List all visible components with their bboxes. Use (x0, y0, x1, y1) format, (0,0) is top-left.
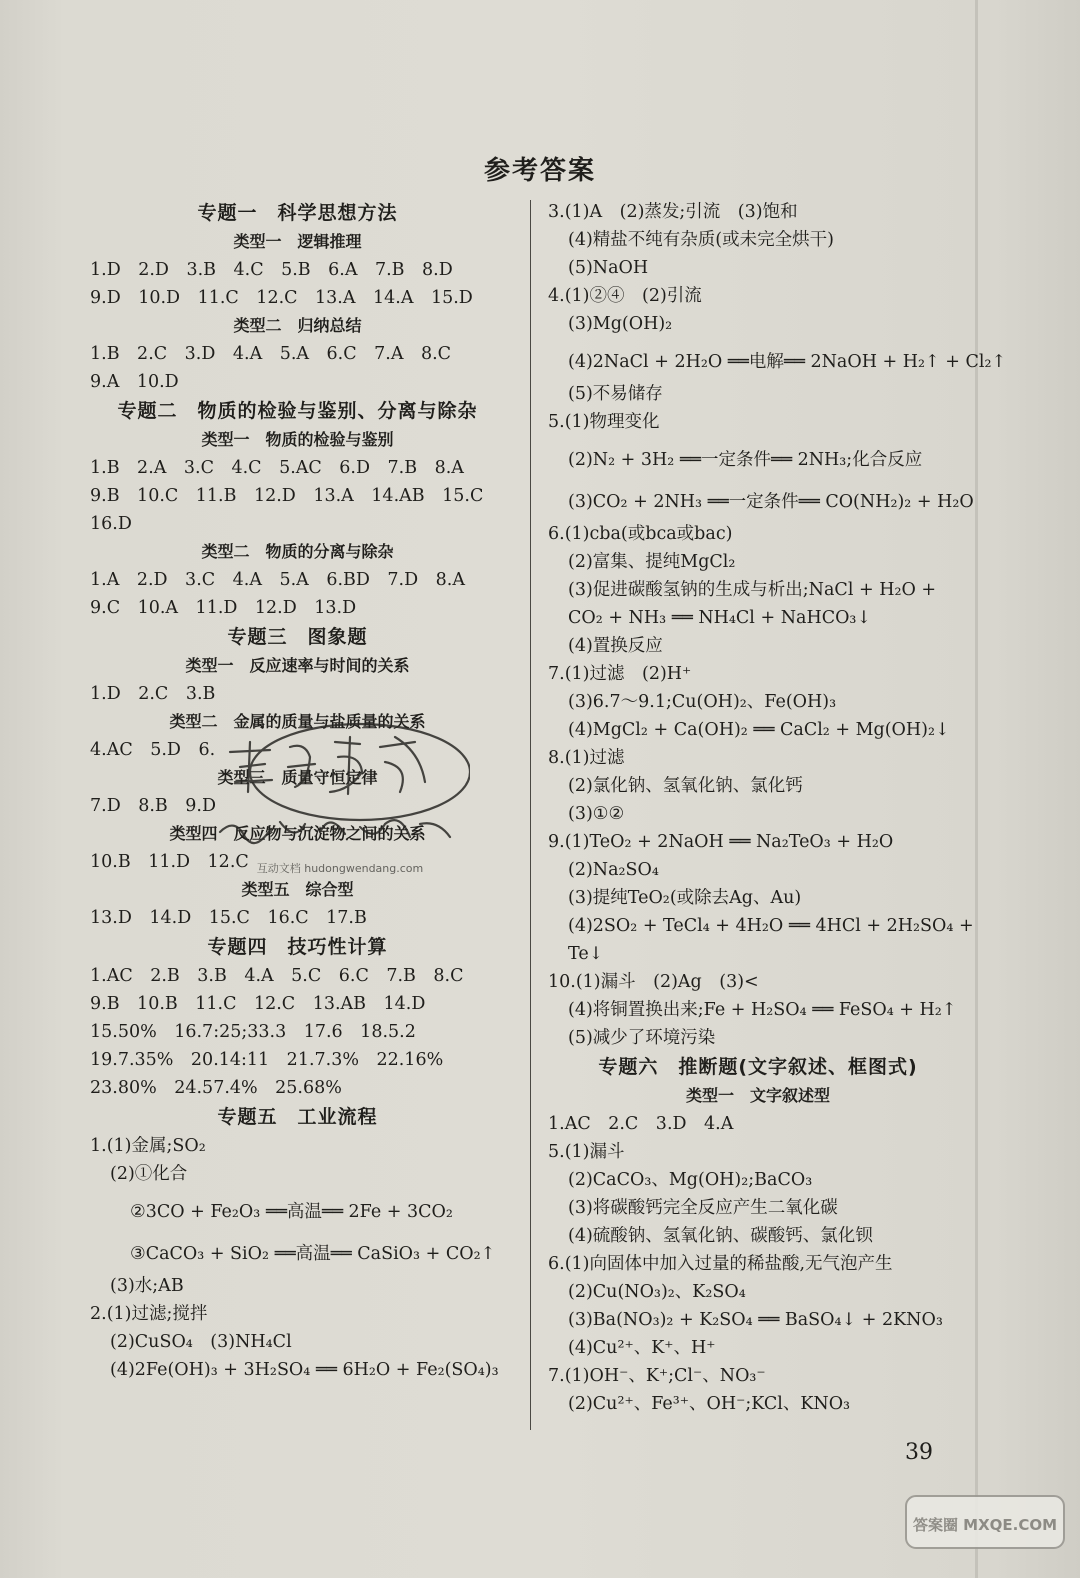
answer-line: 1.D 2.C 3.B (90, 684, 216, 704)
answer-line: 7.(1)过滤 (2)H⁺ (548, 664, 692, 684)
subsection-heading: 类型一 逻辑推理 (233, 232, 362, 251)
answer-line: (3)提纯TeO₂(或除去Ag、Au) (568, 888, 802, 908)
answer-line: (4)置换反应 (568, 636, 663, 656)
subsection-heading: 类型三 质量守恒定律 (217, 768, 378, 787)
answer-line: 1.AC 2.C 3.D 4.A (548, 1114, 734, 1134)
section-heading: 专题四 技巧性计算 (207, 936, 388, 958)
right-column (548, 198, 1007, 1418)
subsection-heading: 类型一 物质的检验与鉴别 (201, 430, 394, 449)
answer-line: (3)促进碳酸氢钠的生成与析出;NaCl + H₂O + (568, 580, 937, 600)
answer-line: 23.80% 24.57.4% 25.68% (90, 1078, 342, 1098)
answer-line: 16.D (90, 514, 132, 534)
answer-line: (2)N₂ + 3H₂ ══一定条件══ 2NH₃;化合反应 (568, 450, 923, 470)
answer-line: 7.D 8.B 9.D (90, 796, 217, 816)
answer-line: (5)NaOH (568, 258, 649, 278)
subsection-heading: 类型二 金属的质量与盐质量的关系 (169, 712, 426, 731)
answer-line: (4)硫酸钠、氢氧化钠、碳酸钙、氯化钡 (568, 1226, 873, 1246)
answer-line: 1.B 2.A 3.C 4.C 5.AC 6.D 7.B 8.A (90, 458, 464, 478)
answer-line: 9.(1)TeO₂ + 2NaOH ══ Na₂TeO₃ + H₂O (548, 832, 894, 852)
answer-line: 15.50% 16.7:25;33.3 17.6 18.5.2 (90, 1022, 416, 1042)
answer-line: 10.(1)漏斗 (2)Ag (3)< (548, 972, 759, 992)
answer-line: 1.A 2.D 3.C 4.A 5.A 6.BD 7.D 8.A (90, 570, 465, 590)
answer-line: 8.(1)过滤 (548, 748, 625, 768)
answer-line: (2)Cu(NO₃)₂、K₂SO₄ (568, 1282, 746, 1302)
answer-line: 4.(1)②④ (2)引流 (548, 286, 702, 306)
answer-line: ③CaCO₃ + SiO₂ ══高温══ CaSiO₃ + CO₂↑ (130, 1244, 496, 1264)
answer-line: (3)①② (568, 804, 625, 824)
answer-line: 9.A 10.D (90, 372, 179, 392)
answer-line: (3)将碳酸钙完全反应产生二氧化碳 (568, 1198, 838, 1218)
answer-line: (3)CO₂ + 2NH₃ ══一定条件══ CO(NH₂)₂ + H₂O (568, 492, 974, 512)
answer-line: (3)6.7～9.1;Cu(OH)₂、Fe(OH)₃ (568, 692, 837, 712)
answer-line: 1.B 2.C 3.D 4.A 5.A 6.C 7.A 8.C (90, 344, 452, 364)
answer-line: 1.D 2.D 3.B 4.C 5.B 6.A 7.B 8.D (90, 260, 453, 280)
answer-line: (3)Mg(OH)₂ (568, 314, 673, 334)
watermark-text: 互动文档 hudongwendang.com (256, 862, 424, 875)
page-title: 参考答案 (483, 156, 596, 186)
site-logo (900, 1490, 1070, 1570)
answer-line: (4)2Fe(OH)₃ + 3H₂SO₄ ══ 6H₂O + Fe₂(SO₄)₃ (110, 1360, 499, 1380)
answer-line: 3.(1)A (2)蒸发;引流 (3)饱和 (548, 202, 798, 222)
answer-line: (4)2SO₂ + TeCl₄ + 4H₂O ══ 4HCl + 2H₂SO₄ + (568, 916, 974, 936)
handwritten-watermark (210, 712, 470, 882)
answer-line: 1.(1)金属;SO₂ (90, 1136, 206, 1156)
answer-line: (3)Ba(NO₃)₂ + K₂SO₄ ══ BaSO₄↓ + 2KNO₃ (568, 1310, 943, 1330)
subsection-heading: 类型二 归纳总结 (233, 316, 362, 335)
subsection-heading: 类型一 反应速率与时间的关系 (185, 656, 410, 675)
section-heading: 专题五 工业流程 (217, 1106, 378, 1128)
answer-line: (2)Na₂SO₄ (568, 860, 659, 880)
answer-line: (5)减少了环境污染 (568, 1028, 716, 1048)
section-heading: 专题二 物质的检验与鉴别、分离与除杂 (117, 400, 478, 422)
page-number: 39 (905, 1440, 933, 1465)
answer-line: 6.(1)cba(或bca或bac) (548, 524, 733, 544)
answer-line: (3)水;AB (110, 1276, 184, 1296)
answer-line: CO₂ + NH₃ ══ NH₄Cl + NaHCO₃↓ (568, 608, 872, 628)
answer-line: Te↓ (568, 944, 604, 964)
subsection-heading: 类型四 反应物与沉淀物之间的关系 (169, 824, 426, 843)
section-heading: 专题六 推断题(文字叙述、框图式) (598, 1056, 918, 1078)
answer-line: 7.(1)OH⁻、K⁺;Cl⁻、NO₃⁻ (548, 1366, 766, 1386)
answer-line: 4.AC 5.D 6. (90, 740, 216, 760)
answer-line: 9.C 10.A 11.D 12.D 13.D (90, 598, 357, 618)
site-logo-text: 答案圈 MXQE.COM (912, 1516, 1058, 1534)
subsection-heading: 类型二 物质的分离与除杂 (201, 542, 394, 561)
answer-line: (4)将铜置换出来;Fe + H₂SO₄ ══ FeSO₄ + H₂↑ (568, 1000, 957, 1020)
subsection-heading: 类型五 综合型 (241, 880, 354, 899)
answer-line: (4)2NaCl + 2H₂O ══电解══ 2NaOH + H₂↑ + Cl₂↑ (568, 352, 1007, 372)
answer-line: 9.B 10.B 11.C 12.C 13.AB 14.D (90, 994, 426, 1014)
answer-line: (4)Cu²⁺、K⁺、H⁺ (568, 1338, 716, 1358)
column-divider (530, 200, 531, 1430)
answer-line: 2.(1)过滤;搅拌 (90, 1304, 208, 1324)
answer-line: (2)富集、提纯MgCl₂ (568, 552, 736, 572)
answer-line: 13.D 14.D 15.C 16.C 17.B (90, 908, 367, 928)
page-fold-shadow (975, 0, 978, 1578)
answer-line: (2)CuSO₄ (3)NH₄Cl (110, 1332, 292, 1352)
answer-line: (2)氯化钠、氢氧化钠、氯化钙 (568, 776, 803, 796)
answer-line: 19.7.35% 20.14:11 21.7.3% 22.16% (90, 1050, 444, 1070)
answer-line: ②3CO + Fe₂O₃ ══高温══ 2Fe + 3CO₂ (130, 1202, 453, 1222)
answer-line: (2)Cu²⁺、Fe³⁺、OH⁻;KCl、KNO₃ (568, 1394, 851, 1414)
answer-line: (2)CaCO₃、Mg(OH)₂;BaCO₃ (568, 1170, 813, 1190)
answer-line: (4)精盐不纯有杂质(或未完全烘干) (568, 230, 834, 250)
answer-line: 10.B 11.D 12.C (90, 852, 249, 872)
answer-line: 5.(1)漏斗 (548, 1142, 625, 1162)
answer-line: (5)不易储存 (568, 384, 663, 404)
answer-line: 6.(1)向固体中加入过量的稀盐酸,无气泡产生 (548, 1254, 893, 1274)
section-heading: 专题三 图象题 (227, 626, 368, 648)
section-heading: 专题一 科学思想方法 (197, 202, 398, 224)
answer-line: 9.D 10.D 11.C 12.C 13.A 14.A 15.D (90, 288, 473, 308)
answer-line: 1.AC 2.B 3.B 4.A 5.C 6.C 7.B 8.C (90, 966, 464, 986)
subsection-heading: 类型一 文字叙述型 (685, 1086, 830, 1105)
answer-line: (2)①化合 (110, 1164, 188, 1184)
answer-line: 5.(1)物理变化 (548, 412, 660, 432)
answer-line: (4)MgCl₂ + Ca(OH)₂ ══ CaCl₂ + Mg(OH)₂↓ (568, 720, 950, 740)
answer-line: 9.B 10.C 11.B 12.D 13.A 14.AB 15.C (90, 486, 484, 506)
